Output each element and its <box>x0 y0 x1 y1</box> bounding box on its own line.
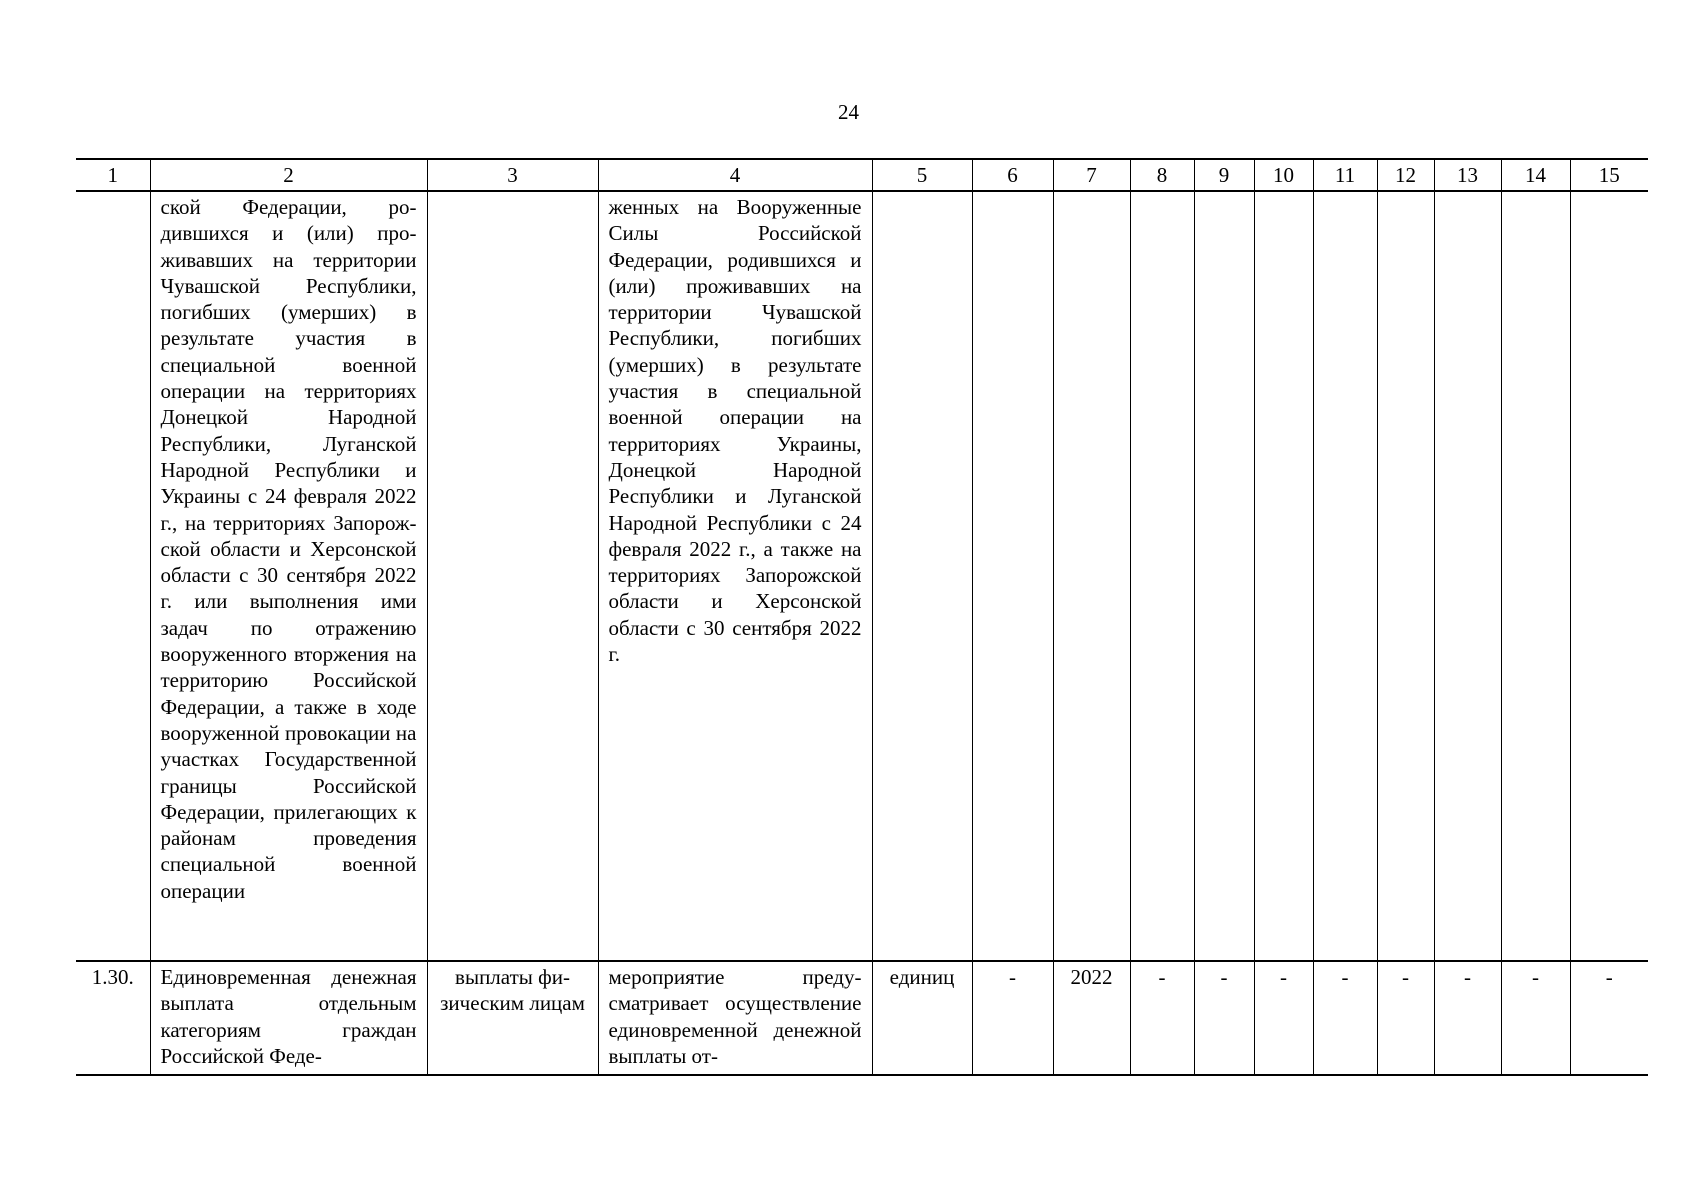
cell-col12 <box>1377 191 1434 961</box>
table-row-1-30 <box>76 961 1648 1075</box>
row-col9-value: - <box>1220 965 1228 989</box>
column-header: 15 <box>1570 159 1648 191</box>
cell-col6 <box>972 191 1053 961</box>
column-header: 11 <box>1313 159 1377 191</box>
row-col13-value: - <box>1464 965 1471 989</box>
cell-col9 <box>1194 191 1254 961</box>
column-header: 2 <box>150 159 427 191</box>
column-header: 12 <box>1377 159 1434 191</box>
program-table <box>76 158 1648 1076</box>
cell-col14 <box>1501 191 1570 961</box>
cell-col11 <box>1313 961 1377 1075</box>
cell-unit <box>872 961 972 1075</box>
column-header: 8 <box>1130 159 1194 191</box>
cell-col12 <box>1377 961 1434 1075</box>
cell-col8 <box>1130 191 1194 961</box>
column-header: 3 <box>427 159 598 191</box>
cell-col8 <box>1130 961 1194 1075</box>
row-type-text: выплаты физическим лицам <box>440 965 585 1016</box>
row-col10-value: - <box>1280 965 1287 989</box>
cell-col7 <box>1053 961 1130 1075</box>
row-col14-value: - <box>1532 965 1539 989</box>
row-number: 1.30. <box>91 965 134 989</box>
column-header: 6 <box>972 159 1053 191</box>
column-header: 13 <box>1434 159 1501 191</box>
cell-name <box>150 191 427 961</box>
continuation-name-text: ской Федерации, родившихся и (или) проживавших на территории Чувашской Республики, погибших (умерших) в результате участия в специальной военной операции на территориях Донецкой Народной Республики, Луганской Народной Республики и Украины с 24 февраля 2022 г., на территориях Запорожской области и Херсонской области с 30 сентября 2022 г. или выполнения ими задач по отражению вооруженного вторжения на территорию Российской Федерации, а также в ходе вооруженной провокации на участках Государственной границы Российской Федерации, прилегающих к районам проведения специальной военной операции <box>160 195 417 903</box>
column-header: 9 <box>1194 159 1254 191</box>
row-col12-value: - <box>1402 965 1409 989</box>
cell-col15 <box>1570 961 1648 1075</box>
cell-col14 <box>1501 961 1570 1075</box>
cell-col9 <box>1194 961 1254 1075</box>
cell-col7 <box>1053 191 1130 961</box>
cell-type <box>427 191 598 961</box>
column-header: 7 <box>1053 159 1130 191</box>
page-number: 24 <box>838 100 859 124</box>
row-col11-value: - <box>1341 965 1349 989</box>
column-header: 4 <box>598 159 872 191</box>
cell-type <box>427 961 598 1075</box>
cell-col13 <box>1434 191 1501 961</box>
cell-description <box>598 961 872 1075</box>
row-col15-value: - <box>1605 965 1613 989</box>
row-col7-value: 2022 <box>1070 965 1113 989</box>
cell-col6 <box>972 961 1053 1075</box>
row-col8-value: - <box>1158 965 1166 989</box>
cell-col13 <box>1434 961 1501 1075</box>
column-header: 1 <box>76 159 150 191</box>
row-col6-value: - <box>1009 965 1016 989</box>
column-header: 14 <box>1501 159 1570 191</box>
column-header: 5 <box>872 159 972 191</box>
cell-name <box>150 961 427 1075</box>
table-header-row <box>76 159 1648 191</box>
row-description-text: мероприятие предусматривает осуществление единовременной денежной выплаты от- <box>608 965 862 1068</box>
row-unit: единиц <box>889 965 955 989</box>
row-name-text: Единовременная денежная выплата отдельным категориям граждан Российской Феде- <box>160 965 417 1068</box>
cell-number <box>76 961 150 1075</box>
table-row-continuation <box>76 191 1648 961</box>
cell-number <box>76 191 150 961</box>
column-header: 10 <box>1254 159 1313 191</box>
cell-col10 <box>1254 191 1313 961</box>
continuation-description-text: женных на Вооруженные Силы Российской Федерации, родившихся и (или) проживавших на территории Чувашской Республики, погибших (умерших) в результате участия в специальной военной операции на территориях Украины, Донецкой Народной Республики и Луганской Народной Республики с 24 февраля 2022 г., а также на территориях Запорожской области и Херсонской области с 30 сентября 2022 г. <box>608 195 862 667</box>
cell-unit <box>872 191 972 961</box>
cell-description <box>598 191 872 961</box>
cell-col10 <box>1254 961 1313 1075</box>
cell-col11 <box>1313 191 1377 961</box>
cell-col15 <box>1570 191 1648 961</box>
